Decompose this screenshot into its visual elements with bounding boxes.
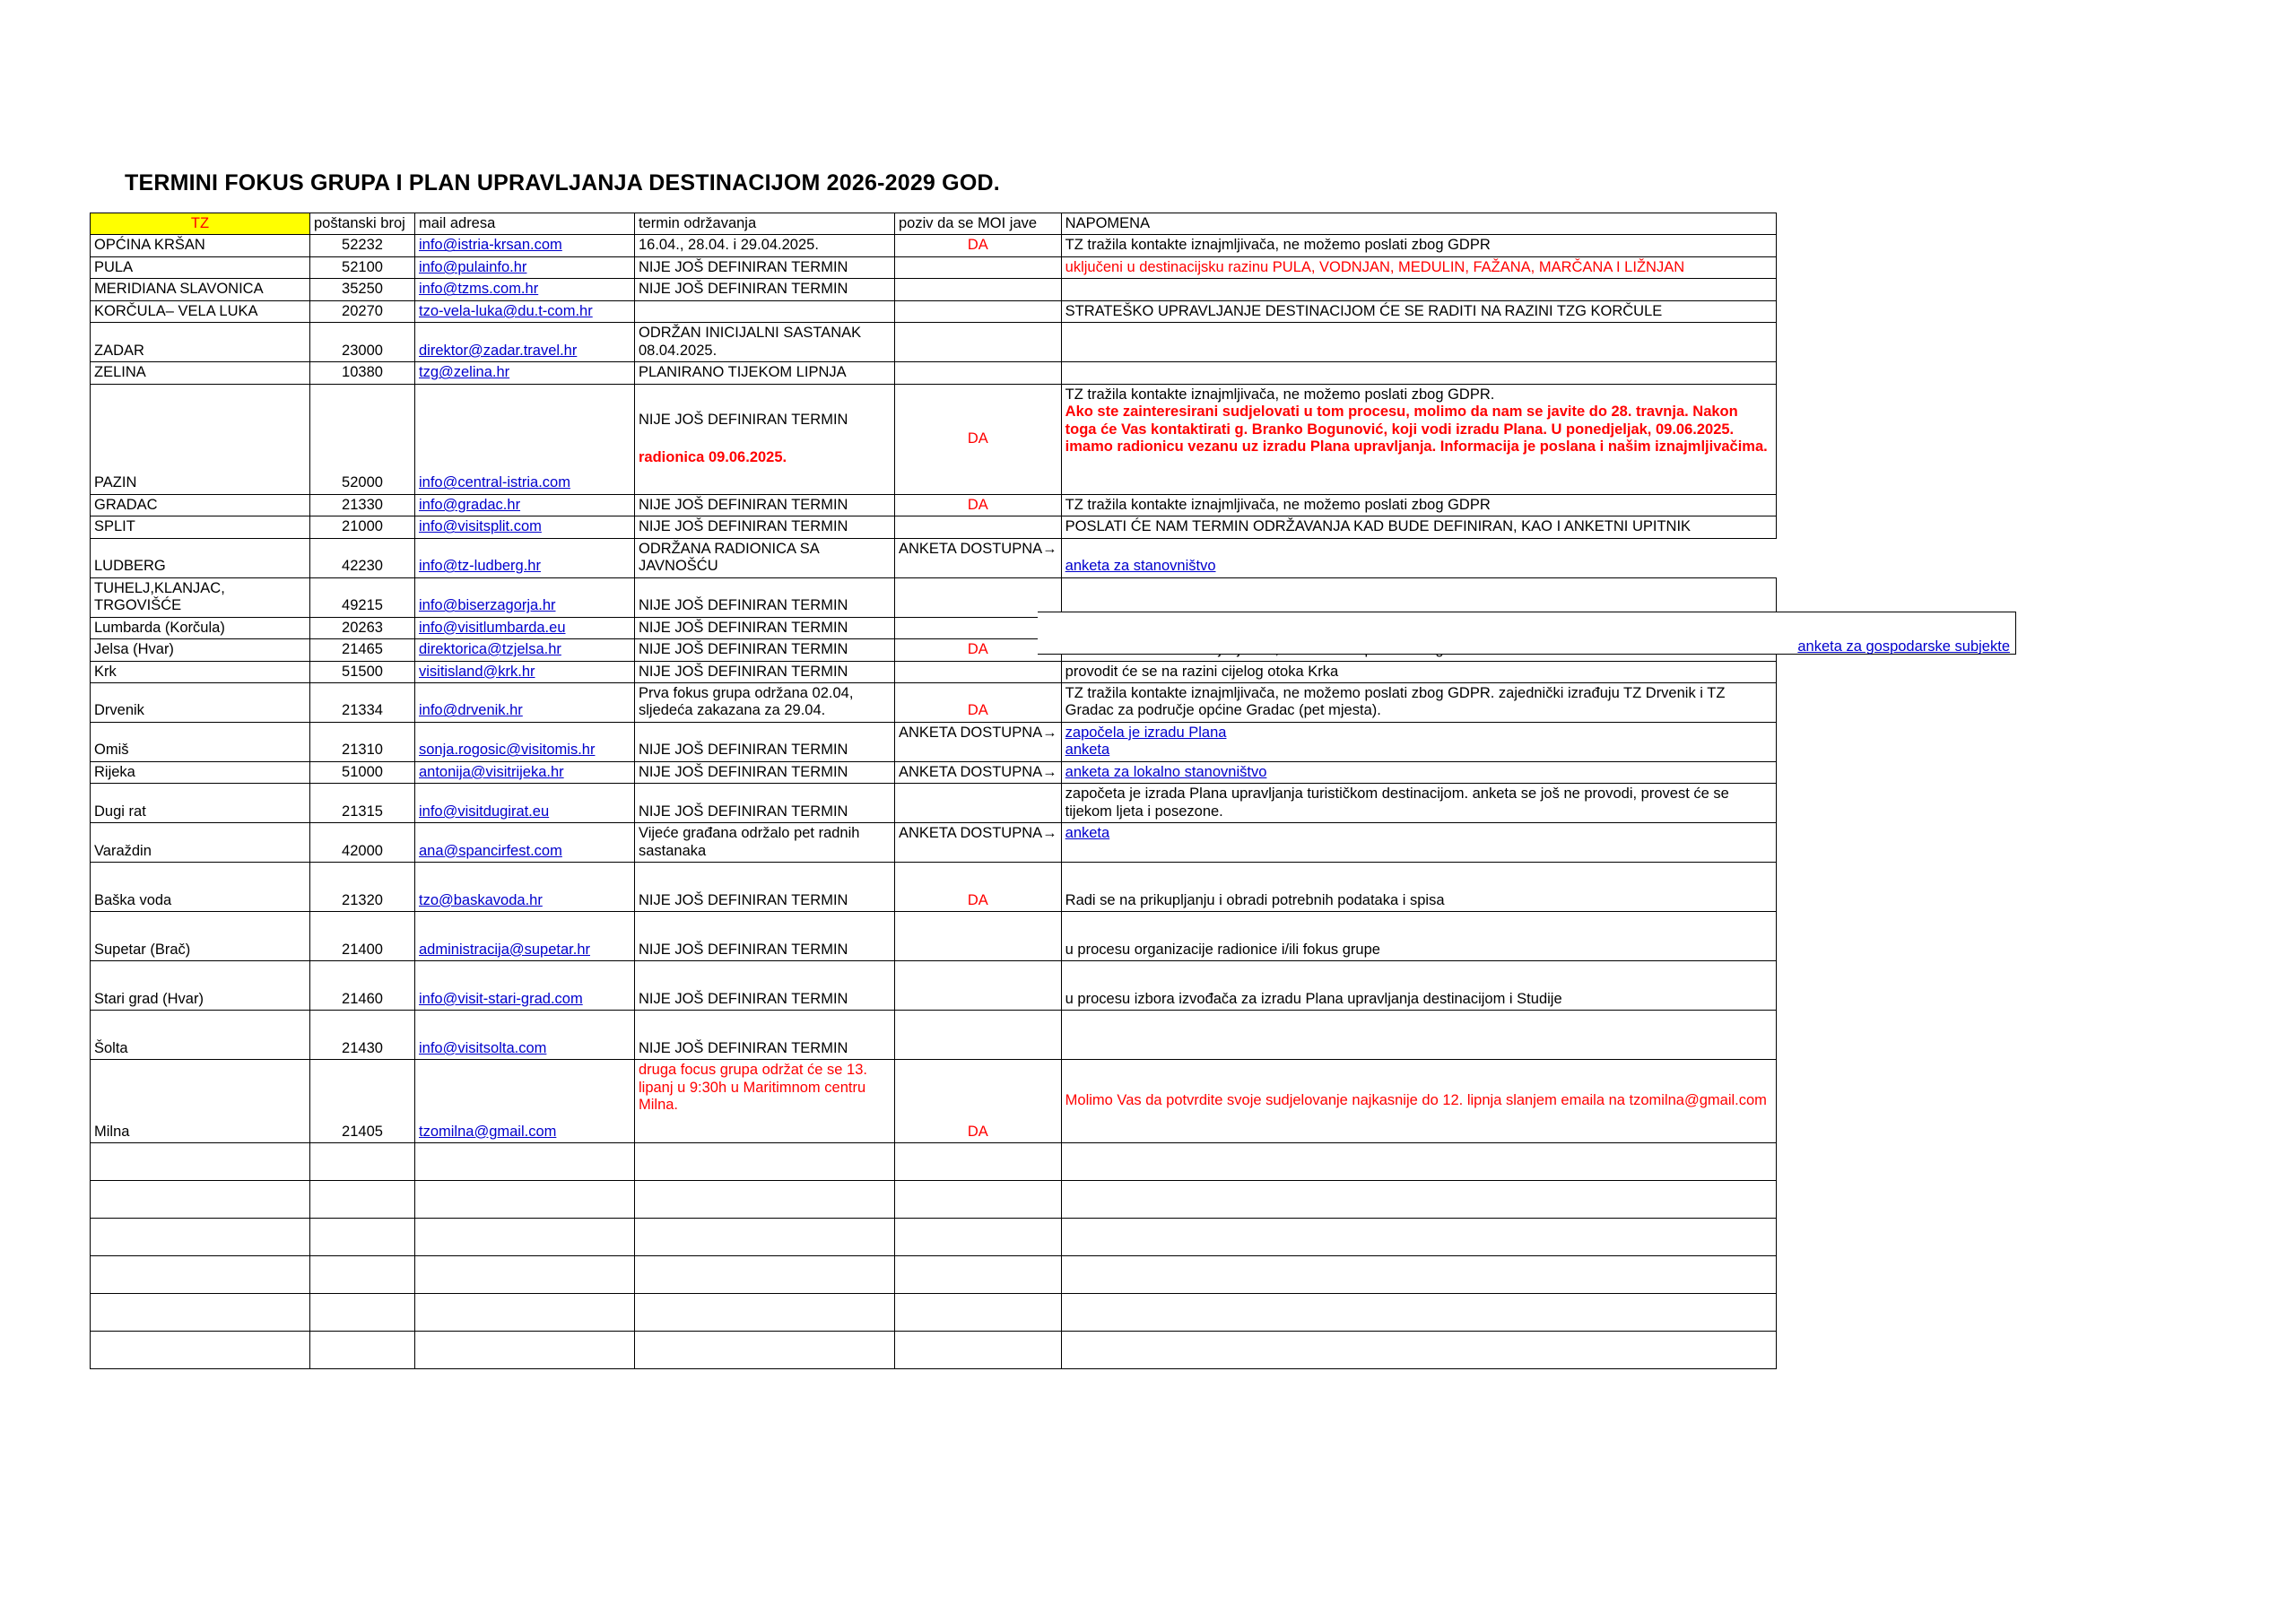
cell-postal: 21460	[310, 961, 415, 1011]
cell-napomena-note: Ako ste zainteresirani sudjelovati u tom procesu, molimo da nam se javite do 28. travnja. Nakon toga će Vas kontaktirati g. Branko Bogunović, koji vodi izradu Plana. U ponedjeljak, 09.06.2025. imamo radionicu vezanu uz izradu Plana upravljanja. Informacija je poslana i našim iznajmljivačima.	[1065, 404, 1768, 456]
table-row	[91, 516, 1777, 538]
table-row	[91, 722, 1777, 761]
cell-napomena: STRATEŠKO UPRAVLJANJE DESTINACIJOM ĆE SE RADITI NA RAZINI TZG KORČULE	[1061, 300, 1776, 322]
cell-term: NIJE JOŠ DEFINIRAN TERMIN	[635, 912, 895, 961]
cell-poziv	[895, 1143, 1062, 1181]
table-header-row	[91, 213, 1777, 235]
cell-postal: 21320	[310, 863, 415, 912]
header-tz: TZ	[91, 213, 310, 235]
cell-postal: 21400	[310, 912, 415, 961]
table-row-empty	[91, 1294, 1777, 1332]
cell-tz: SPLIT	[91, 516, 310, 538]
table-row	[91, 961, 1777, 1011]
cell-postal: 42000	[310, 823, 415, 863]
cell-poziv: DA	[895, 639, 1062, 661]
cell-term	[635, 1256, 895, 1294]
cell-mail-link[interactable]: info@biserzagorja.hr	[415, 577, 635, 617]
cell-mail-link[interactable]: antonija@visitrijeka.hr	[415, 761, 635, 783]
table-row	[91, 300, 1777, 322]
cell-term: 16.04., 28.04. i 29.04.2025.	[635, 235, 895, 256]
table-row	[91, 256, 1777, 278]
cell-poziv	[895, 516, 1062, 538]
cell-mail	[415, 1219, 635, 1256]
table-row	[91, 538, 1777, 577]
cell-term: NIJE JOŠ DEFINIRAN TERMIN	[635, 1011, 895, 1060]
cell-poziv: DA	[895, 384, 1062, 494]
cell-mail-link[interactable]: info@visitsolta.com	[415, 1011, 635, 1060]
cell-mail-link[interactable]: info@visit-stari-grad.com	[415, 961, 635, 1011]
header-mail: mail adresa	[415, 213, 635, 235]
anketa-link[interactable]: anketa	[1065, 825, 1110, 842]
cell-mail-link[interactable]: direktorica@tzjelsa.hr	[415, 639, 635, 661]
cell-mail	[415, 1332, 635, 1369]
cell-postal: 21334	[310, 682, 415, 722]
cell-postal	[310, 1143, 415, 1181]
cell-term	[635, 1181, 895, 1219]
cell-mail-link[interactable]: info@visitdugirat.eu	[415, 784, 635, 823]
cell-napomena	[1061, 362, 1776, 384]
cell-postal	[310, 1294, 415, 1332]
cell-tz: ZELINA	[91, 362, 310, 384]
cell-mail-link[interactable]: info@visitsplit.com	[415, 516, 635, 538]
cell-postal: 52000	[310, 384, 415, 494]
cell-tz: GRADAC	[91, 494, 310, 516]
table-row	[91, 362, 1777, 384]
cell-postal: 49215	[310, 577, 415, 617]
table-row-empty	[91, 1181, 1777, 1219]
cell-mail-link[interactable]: ana@spancirfest.com	[415, 823, 635, 863]
cell-poziv	[895, 577, 1062, 617]
cell-mail-link[interactable]: tzg@zelina.hr	[415, 362, 635, 384]
cell-napomena: Radi se na prikupljanju i obradi potrebnih podataka i spisa	[1061, 863, 1776, 912]
cell-napomena: TZ tražila kontakte iznajmljivača, ne možemo poslati zbog GDPR	[1061, 235, 1776, 256]
cell-mail-link[interactable]: info@tzms.com.hr	[415, 279, 635, 300]
cell-tz: Rijeka	[91, 761, 310, 783]
cell-poziv	[895, 961, 1062, 1011]
cell-napomena-text: TZ tražila kontakte iznajmljivača, ne možemo poslati zbog GDPR.	[1065, 386, 1495, 403]
anketa-link[interactable]: anketa	[1065, 742, 1110, 759]
cell-napomena	[1061, 761, 1776, 783]
cell-postal: 21000	[310, 516, 415, 538]
cell-mail-link[interactable]: tzo@baskavoda.hr	[415, 863, 635, 912]
cell-term-text: NIJE JOŠ DEFINIRAN TERMIN	[639, 412, 848, 429]
table-row	[91, 912, 1777, 961]
table-row	[91, 1060, 1777, 1143]
table-row	[91, 682, 1777, 722]
cell-poziv: DA	[895, 235, 1062, 256]
cell-napomena: TZ tražila kontakte iznajmljivača, ne možemo poslati zbog GDPR. zajednički izrađuju TZ Drvenik i TZ Gradac za područje općine Gradac (pet mjesta).	[1061, 682, 1776, 722]
cell-term: NIJE JOŠ DEFINIRAN TERMIN	[635, 639, 895, 661]
header-napomena: NAPOMENA	[1061, 213, 1776, 235]
table-row	[91, 1011, 1777, 1060]
cell-term: NIJE JOŠ DEFINIRAN TERMIN	[635, 494, 895, 516]
cell-postal: 21465	[310, 639, 415, 661]
cell-tz: Baška voda	[91, 863, 310, 912]
cell-tz: Varaždin	[91, 823, 310, 863]
cell-mail-link[interactable]: info@drvenik.hr	[415, 682, 635, 722]
cell-mail	[415, 1256, 635, 1294]
cell-postal: 20263	[310, 617, 415, 638]
cell-postal: 21330	[310, 494, 415, 516]
cell-poziv	[895, 279, 1062, 300]
cell-term: NIJE JOŠ DEFINIRAN TERMIN	[635, 279, 895, 300]
table-row	[91, 761, 1777, 783]
cell-tz: Drvenik	[91, 682, 310, 722]
cell-napomena: provodit će se na razini cijelog otoka Krka	[1061, 661, 1776, 682]
cell-poziv: DA	[895, 1060, 1062, 1143]
cell-postal	[310, 1332, 415, 1369]
cell-napomena	[1061, 1181, 1776, 1219]
cell-napomena: TZ tražila kontakte iznajmljivača, ne možemo poslati zbog GDPR	[1061, 494, 1776, 516]
cell-poziv	[895, 1011, 1062, 1060]
cell-term: Prva fokus grupa održana 02.04, sljedeća zakazana za 29.04.	[635, 682, 895, 722]
cell-poziv: DA	[895, 863, 1062, 912]
cell-term: ODRŽANA RADIONICA SA JAVNOŠĆU	[635, 538, 895, 577]
cell-tz: Šolta	[91, 1011, 310, 1060]
cell-tz	[91, 1181, 310, 1219]
cell-poziv	[895, 617, 1062, 638]
cell-napomena	[1061, 1332, 1776, 1369]
table-row	[91, 323, 1777, 362]
cell-term: NIJE JOŠ DEFINIRAN TERMIN	[635, 617, 895, 638]
focus-group-table	[90, 213, 1777, 1369]
cell-term: NIJE JOŠ DEFINIRAN TERMIN	[635, 784, 895, 823]
anketa-gospodarske-subjekte-link[interactable]: anketa za gospodarske subjekte	[1797, 638, 2010, 655]
cell-poziv	[895, 1256, 1062, 1294]
cell-mail-link[interactable]: tzo-vela-luka@du.t-com.hr	[415, 300, 635, 322]
cell-tz	[91, 1219, 310, 1256]
cell-poziv	[895, 784, 1062, 823]
cell-postal: 21315	[310, 784, 415, 823]
cell-mail-link[interactable]: sonja.rogosic@visitomis.hr	[415, 722, 635, 761]
cell-poziv	[895, 323, 1062, 362]
table-row-empty	[91, 1143, 1777, 1181]
cell-napomena	[1061, 823, 1776, 863]
cell-postal: 10380	[310, 362, 415, 384]
header-postal: poštanski broj	[310, 213, 415, 235]
cell-mail-link[interactable]: info@gradac.hr	[415, 494, 635, 516]
cell-postal: 21405	[310, 1060, 415, 1143]
header-term: termin održavanja	[635, 213, 895, 235]
cell-mail-link[interactable]: info@central-istria.com	[415, 384, 635, 494]
cell-mail-link[interactable]: visitisland@krk.hr	[415, 661, 635, 682]
cell-term: NIJE JOŠ DEFINIRAN TERMIN	[635, 661, 895, 682]
header-poziv: poziv da se MOI jave	[895, 213, 1062, 235]
cell-poziv: ANKETA DOSTUPNA→	[895, 761, 1062, 783]
cell-tz: MERIDIANA SLAVONICA	[91, 279, 310, 300]
cell-poziv: ANKETA DOSTUPNA→	[895, 538, 1062, 577]
cell-napomena: Molimo Vas da potvrdite svoje sudjelovanje najkasnije do 12. lipnja slanjem emaila na tzomilna@gmail.com	[1061, 1060, 1776, 1143]
cell-term	[635, 384, 895, 494]
cell-tz: Krk	[91, 661, 310, 682]
cell-poziv	[895, 300, 1062, 322]
cell-postal: 52100	[310, 256, 415, 278]
cell-postal: 20270	[310, 300, 415, 322]
cell-tz: OPĆINA KRŠAN	[91, 235, 310, 256]
cell-napomena	[1061, 1256, 1776, 1294]
cell-napomena: u procesu izbora izvođača za izradu Plana upravljanja destinacijom i Studije	[1061, 961, 1776, 1011]
cell-poziv: ANKETA DOSTUPNA→	[895, 823, 1062, 863]
cell-postal: 51500	[310, 661, 415, 682]
cell-term	[635, 1294, 895, 1332]
table-row	[91, 279, 1777, 300]
cell-tz: TUHELJ,KLANJAC, TRGOVIŠĆE	[91, 577, 310, 617]
cell-tz	[91, 1294, 310, 1332]
table-row	[91, 784, 1777, 823]
cell-poziv: ANKETA DOSTUPNA→	[895, 722, 1062, 761]
table-row	[91, 823, 1777, 863]
cell-napomena	[1061, 384, 1776, 494]
cell-term	[635, 300, 895, 322]
cell-poziv	[895, 1219, 1062, 1256]
cell-postal: 42230	[310, 538, 415, 577]
cell-term: druga focus grupa održat će se 13. lipanj u 9:30h u Maritimnom centru Milna.	[635, 1060, 895, 1143]
cell-term: NIJE JOŠ DEFINIRAN TERMIN	[635, 863, 895, 912]
cell-term	[635, 1143, 895, 1181]
table-row	[91, 494, 1777, 516]
cell-tz	[91, 1256, 310, 1294]
cell-napomena: uključeni u destinacijsku razinu PULA, VODNJAN, MEDULIN, FAŽANA, MARČANA I LIŽNJAN	[1061, 256, 1776, 278]
cell-postal: 21310	[310, 722, 415, 761]
cell-tz: Supetar (Brač)	[91, 912, 310, 961]
cell-poziv	[895, 1181, 1062, 1219]
cell-poziv	[895, 256, 1062, 278]
cell-postal	[310, 1256, 415, 1294]
cell-term: NIJE JOŠ DEFINIRAN TERMIN	[635, 516, 895, 538]
table-row-empty	[91, 1256, 1777, 1294]
cell-postal	[310, 1219, 415, 1256]
cell-napomena: u procesu organizacije radionice i/ili fokus grupe	[1061, 912, 1776, 961]
cell-term: NIJE JOŠ DEFINIRAN TERMIN	[635, 961, 895, 1011]
cell-napomena: započeta je izrada Plana upravljanja turističkom destinacijom. anketa se još ne provodi, provest će se tijekom ljeta i posezone.	[1061, 784, 1776, 823]
cell-term-note: radionica 09.06.2025.	[639, 448, 787, 465]
table-row	[91, 384, 1777, 494]
cell-postal: 52232	[310, 235, 415, 256]
cell-poziv	[895, 362, 1062, 384]
cell-postal	[310, 1181, 415, 1219]
anketa-lokalno-stanovnistvo-link[interactable]: anketa za lokalno stanovništvo	[1065, 763, 1267, 780]
cell-poziv	[895, 912, 1062, 961]
cell-tz	[91, 1332, 310, 1369]
table-row-empty	[91, 1219, 1777, 1256]
ludberg-overflow-cell	[1038, 612, 2016, 655]
cell-napomena: POSLATI ĆE NAM TERMIN ODRŽAVANJA KAD BUDE DEFINIRAN, KAO I ANKETNI UPITNIK	[1061, 516, 1776, 538]
zapocela-izradu-plana-link[interactable]: započela je izradu Plana	[1065, 724, 1227, 741]
anketa-stanovnistvo-link[interactable]: anketa za stanovništvo	[1065, 558, 1216, 575]
cell-napomena	[1061, 1011, 1776, 1060]
cell-postal: 21430	[310, 1011, 415, 1060]
cell-mail	[415, 1143, 635, 1181]
cell-postal: 35250	[310, 279, 415, 300]
cell-term: NIJE JOŠ DEFINIRAN TERMIN	[635, 577, 895, 617]
cell-tz: Stari grad (Hvar)	[91, 961, 310, 1011]
cell-tz: Omiš	[91, 722, 310, 761]
cell-poziv	[895, 1332, 1062, 1369]
cell-napomena	[1061, 323, 1776, 362]
cell-mail-link[interactable]: info@tz-ludberg.hr	[415, 538, 635, 577]
cell-mail-link[interactable]: direktor@zadar.travel.hr	[415, 323, 635, 362]
cell-napomena	[1061, 1143, 1776, 1181]
cell-term	[635, 1332, 895, 1369]
cell-poziv: DA	[895, 682, 1062, 722]
cell-postal: 23000	[310, 323, 415, 362]
table-row	[91, 863, 1777, 912]
cell-postal: 51000	[310, 761, 415, 783]
cell-tz: Milna	[91, 1060, 310, 1143]
table-row	[91, 235, 1777, 256]
cell-tz: PULA	[91, 256, 310, 278]
cell-term	[635, 1219, 895, 1256]
cell-mail	[415, 1181, 635, 1219]
cell-tz	[91, 1143, 310, 1181]
cell-term: NIJE JOŠ DEFINIRAN TERMIN	[635, 722, 895, 761]
cell-napomena	[1061, 722, 1776, 761]
cell-mail-link[interactable]: administracija@supetar.hr	[415, 912, 635, 961]
cell-tz: ZADAR	[91, 323, 310, 362]
cell-mail-link[interactable]: info@visitlumbarda.eu	[415, 617, 635, 638]
cell-term: NIJE JOŠ DEFINIRAN TERMIN	[635, 256, 895, 278]
cell-napomena	[1061, 279, 1776, 300]
cell-poziv: DA	[895, 494, 1062, 516]
cell-poziv	[895, 661, 1062, 682]
page-title: TERMINI FOKUS GRUPA I PLAN UPRAVLJANJA DESTINACIJOM 2026-2029 GOD.	[125, 170, 1000, 195]
cell-poziv	[895, 1294, 1062, 1332]
cell-mail	[415, 1294, 635, 1332]
cell-mail-link[interactable]: info@istria-krsan.com	[415, 235, 635, 256]
cell-term: PLANIRANO TIJEKOM LIPNJA	[635, 362, 895, 384]
cell-tz: Lumbarda (Korčula)	[91, 617, 310, 638]
cell-term: Vijeće građana održalo pet radnih sastanaka	[635, 823, 895, 863]
cell-tz: KORČULA– VELA LUKA	[91, 300, 310, 322]
table-row-empty	[91, 1332, 1777, 1369]
cell-tz: LUDBERG	[91, 538, 310, 577]
cell-napomena	[1061, 538, 1776, 577]
cell-tz: Jelsa (Hvar)	[91, 639, 310, 661]
cell-term: NIJE JOŠ DEFINIRAN TERMIN	[635, 761, 895, 783]
cell-mail-link[interactable]: tzomilna@gmail.com	[415, 1060, 635, 1143]
table-row	[91, 661, 1777, 682]
cell-tz: Dugi rat	[91, 784, 310, 823]
cell-tz: PAZIN	[91, 384, 310, 494]
cell-term: ODRŽAN INICIJALNI SASTANAK 08.04.2025.	[635, 323, 895, 362]
cell-mail-link[interactable]: info@pulainfo.hr	[415, 256, 635, 278]
cell-napomena	[1061, 1294, 1776, 1332]
cell-napomena	[1061, 1219, 1776, 1256]
